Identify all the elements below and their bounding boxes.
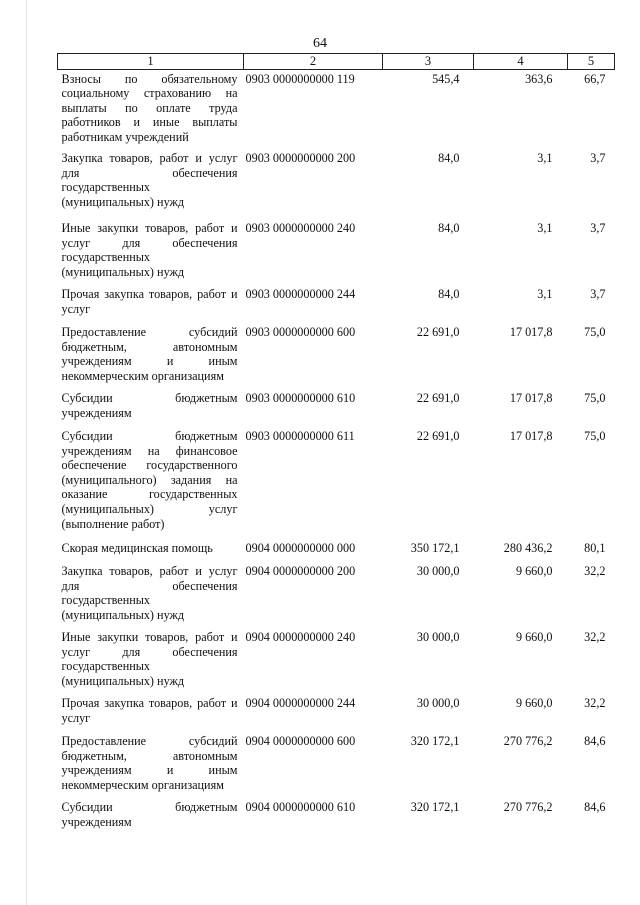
table-row — [58, 694, 615, 732]
row-value-col4: 9 660,0 — [515, 630, 553, 645]
row-name: Предоставление субсидий бюджетным, автономным учреждениям и иным некоммерческим организациям — [61, 734, 238, 792]
row-value-col3: 22 691,0 — [416, 325, 460, 340]
row-value-col4: 3,1 — [537, 287, 553, 302]
column-header-3: 3 — [383, 54, 474, 70]
row-value-col4: 17 017,8 — [509, 325, 553, 340]
row-value-col4: 270 776,2 — [503, 800, 553, 815]
row-value-col3: 30 000,0 — [416, 696, 460, 711]
row-name: Субсидии бюджетным учреждениям — [61, 800, 238, 829]
row-code: 0903 0000000000 200 — [245, 151, 356, 166]
table-header-row — [58, 54, 615, 70]
table-row — [58, 219, 615, 285]
row-value-col3: 320 172,1 — [410, 800, 460, 815]
row-value-col3: 84,0 — [438, 151, 460, 166]
row-name: Прочая закупка товаров, работ и услуг — [61, 287, 238, 316]
column-header-2: 2 — [244, 54, 383, 70]
row-code: 0904 0000000000 240 — [245, 630, 356, 645]
page-number: 64 — [313, 36, 327, 51]
row-name: Субсидии бюджетным учреждениям на финансовое обеспечение государственного (муниципального) задания на оказание государственных (муниципальных) услуг (выполнение работ) — [61, 429, 238, 531]
row-code: 0903 0000000000 244 — [245, 287, 356, 302]
row-name: Взносы по обязательному социальному страхованию на выплаты по оплате труда работников и иные выплаты работникам учреждений — [61, 71, 238, 144]
column-header-5: 5 — [568, 54, 615, 70]
row-value-col5: 66,7 — [584, 71, 606, 86]
row-value-col5: 3,7 — [590, 287, 606, 302]
table-row — [58, 389, 615, 427]
row-value-col5: 80,1 — [584, 541, 606, 556]
row-value-col5: 32,2 — [584, 564, 606, 579]
row-value-col4: 17 017,8 — [509, 429, 553, 444]
row-code: 0904 0000000000 200 — [245, 564, 356, 579]
table-row — [58, 323, 615, 389]
column-header-4: 4 — [474, 54, 568, 70]
row-value-col5: 84,6 — [584, 800, 606, 815]
row-code: 0904 0000000000 610 — [245, 800, 356, 815]
table-row — [58, 69, 615, 149]
row-code: 0904 0000000000 600 — [245, 734, 356, 749]
row-value-col4: 280 436,2 — [503, 541, 553, 556]
row-value-col4: 363,6 — [525, 71, 553, 86]
table-row — [58, 539, 615, 562]
row-code: 0903 0000000000 610 — [245, 391, 356, 406]
row-code: 0903 0000000000 240 — [245, 221, 356, 236]
table-row — [58, 562, 615, 628]
row-name: Скорая медицинская помощь — [61, 541, 213, 556]
row-value-col3: 22 691,0 — [416, 429, 460, 444]
table-row — [58, 149, 615, 219]
row-code: 0903 0000000000 611 — [245, 429, 355, 444]
page-edge-line — [26, 0, 27, 905]
table-row — [58, 628, 615, 694]
row-value-col4: 3,1 — [537, 151, 553, 166]
row-name: Прочая закупка товаров, работ и услуг — [61, 696, 238, 725]
row-value-col5: 84,6 — [584, 734, 606, 749]
table-row — [58, 285, 615, 323]
row-value-col4: 17 017,8 — [509, 391, 553, 406]
row-value-col3: 22 691,0 — [416, 391, 460, 406]
row-code: 0903 0000000000 600 — [245, 325, 356, 340]
row-value-col3: 84,0 — [438, 287, 460, 302]
row-value-col5: 75,0 — [584, 391, 606, 406]
row-name: Закупка товаров, работ и услуг для обеспечения государственных (муниципальных) нужд — [61, 151, 238, 209]
table-header — [58, 54, 615, 70]
row-value-col5: 75,0 — [584, 325, 606, 340]
row-value-col4: 3,1 — [537, 221, 553, 236]
column-header-1: 1 — [58, 54, 244, 70]
row-code: 0903 0000000000 119 — [245, 71, 355, 86]
row-value-col3: 30 000,0 — [416, 630, 460, 645]
row-value-col5: 32,2 — [584, 696, 606, 711]
table-body — [58, 69, 615, 836]
row-name: Предоставление субсидий бюджетным, автономным учреждениям и иным некоммерческим организациям — [61, 325, 238, 383]
row-value-col3: 545,4 — [432, 71, 460, 86]
row-value-col4: 9 660,0 — [515, 564, 553, 579]
table-row — [58, 427, 615, 539]
row-value-col5: 3,7 — [590, 221, 606, 236]
row-value-col3: 350 172,1 — [410, 541, 460, 556]
row-code: 0904 0000000000 244 — [245, 696, 356, 711]
row-code: 0904 0000000000 000 — [245, 541, 356, 556]
row-name: Закупка товаров, работ и услуг для обеспечения государственных (муниципальных) нужд — [61, 564, 238, 622]
budget-table — [57, 53, 615, 836]
row-value-col3: 320 172,1 — [410, 734, 460, 749]
row-value-col4: 9 660,0 — [515, 696, 553, 711]
row-value-col3: 30 000,0 — [416, 564, 460, 579]
row-value-col4: 270 776,2 — [503, 734, 553, 749]
row-value-col5: 32,2 — [584, 630, 606, 645]
row-value-col3: 84,0 — [438, 221, 460, 236]
row-name: Субсидии бюджетным учреждениям — [61, 391, 238, 420]
table-row — [58, 798, 615, 836]
row-name: Иные закупки товаров, работ и услуг для обеспечения государственных (муниципальных) нужд — [61, 630, 238, 688]
row-value-col5: 3,7 — [590, 151, 606, 166]
table-row — [58, 732, 615, 798]
row-value-col5: 75,0 — [584, 429, 606, 444]
row-name: Иные закупки товаров, работ и услуг для обеспечения государственных (муниципальных) нужд — [61, 221, 238, 279]
